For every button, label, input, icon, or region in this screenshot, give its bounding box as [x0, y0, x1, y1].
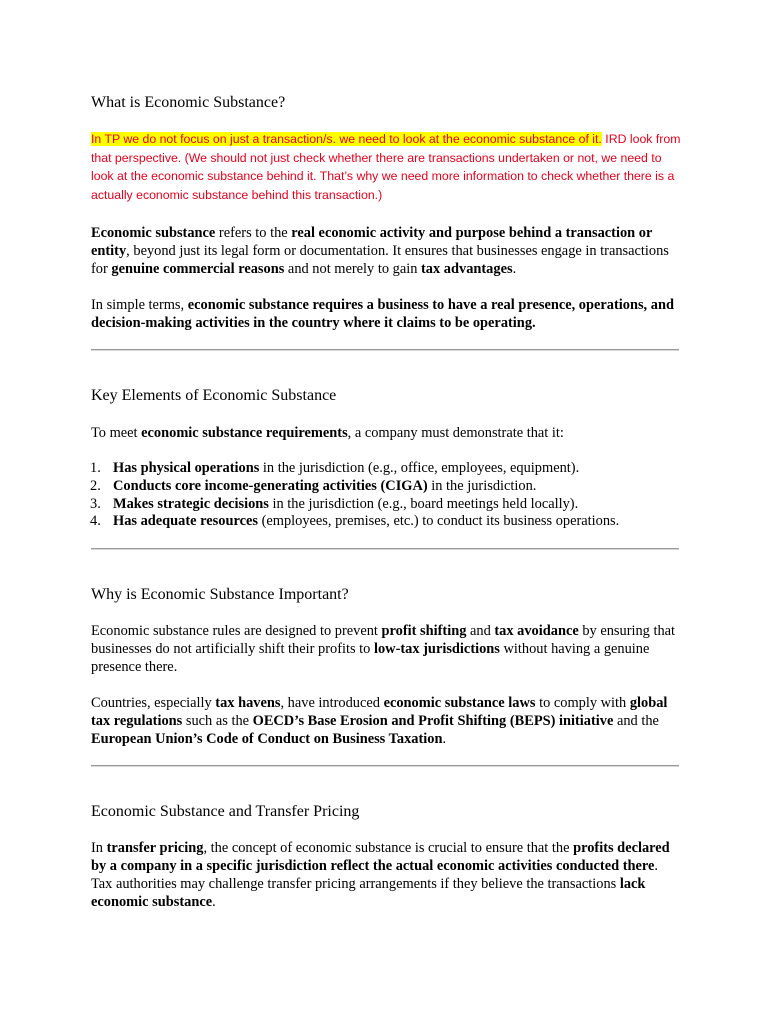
bold-term: tax havens [215, 695, 281, 711]
text-run: . [212, 894, 216, 910]
text-run: to comply with [535, 695, 630, 711]
text-run: without having a genuine presence there. [91, 641, 650, 675]
text-run: In simple terms, [91, 297, 188, 313]
text-run: Countries, especially [91, 695, 216, 711]
highlighted-note-text: In TP we do not focus on just a transaction/s. we need to look at the economic substance of it. [91, 132, 602, 146]
paragraph-rules-purpose [91, 622, 679, 676]
bold-term: profit shifting [381, 623, 467, 639]
text-run: in the jurisdiction (e.g., office, employees, equipment). [259, 460, 580, 476]
red-note [91, 130, 681, 204]
note-text: IRD look from that perspective. (We should not just check whether there are transactions undertaken or not, we need to look at the economic substance behind it. That’s why we need more information to check whether there is a actually economic substance behind this transaction.) [91, 132, 681, 202]
bold-term: global tax regulations [91, 695, 668, 729]
heading-why-important: Why is Economic Substance Important? [91, 586, 349, 603]
bold-term: Makes strategic decisions [113, 495, 269, 512]
bold-term: tax avoidance [494, 623, 579, 639]
list-number: 1. [90, 460, 101, 476]
horizontal-divider [91, 548, 679, 550]
text-run: such as the [182, 713, 253, 729]
paragraph-simple-terms [91, 296, 679, 332]
list-number: 3. [90, 495, 101, 512]
text-run: and the [613, 713, 659, 729]
text-run: refers to the [215, 225, 292, 241]
bold-term: OECD’s Base Erosion and Profit Shifting (BEPS) initiative [252, 713, 614, 729]
list-item [68, 513, 668, 531]
text-run: Economic substance rules are designed to prevent [91, 623, 382, 639]
text-run: , the concept of economic substance is crucial to ensure that the [203, 840, 574, 856]
horizontal-divider [91, 765, 679, 767]
list-item [68, 496, 668, 514]
key-elements-list [68, 460, 668, 531]
bold-term: lack economic substance [91, 876, 646, 910]
text-run: and [466, 623, 495, 639]
bold-term: economic substance laws [383, 695, 536, 711]
text-run: , beyond just its legal form or documentation. It ensures that businesses engage in transactions for [91, 243, 669, 277]
bold-term: economic substance requirements [141, 425, 348, 441]
text-run: In [91, 840, 107, 856]
heading-what-is-economic-substance: What is Economic Substance? [91, 94, 286, 111]
heading-transfer-pricing: Economic Substance and Transfer Pricing [91, 803, 360, 820]
list-number: 4. [90, 513, 101, 530]
paragraph-tax-havens [91, 694, 679, 748]
bold-term: tax advantages [421, 261, 513, 277]
text-run: . [512, 261, 517, 277]
bold-term: low-tax jurisdictions [373, 641, 500, 657]
text-run: in the jurisdiction. [427, 477, 537, 494]
paragraph-transfer-pricing [91, 839, 679, 911]
bold-term: profits declared by a company in a specific jurisdiction reflect the actual economic activities conducted there [91, 840, 670, 874]
heading-key-elements: Key Elements of Economic Substance [91, 387, 337, 404]
text-run: To meet [91, 425, 142, 441]
bold-term: Has adequate resources [113, 513, 258, 530]
horizontal-divider [91, 349, 679, 351]
text-run: , a company must demonstrate that it: [347, 425, 564, 441]
text-run: (employees, premises, etc.) to conduct its business operations. [257, 513, 620, 530]
text-run: , have introduced [280, 695, 384, 711]
text-run: . Tax authorities may challenge transfer pricing arrangements if they believe the transactions [91, 858, 659, 892]
text-run: . [442, 731, 447, 747]
bold-term: Economic substance [91, 225, 216, 241]
list-number: 2. [90, 477, 101, 494]
list-item [68, 460, 668, 478]
text-run: in the jurisdiction (e.g., board meetings held locally). [268, 495, 579, 512]
bold-term: transfer pricing [106, 840, 204, 856]
bold-term: genuine commercial reasons [111, 261, 285, 277]
list-item [68, 478, 668, 496]
bold-term: real economic activity and purpose behind a transaction or entity [91, 225, 653, 259]
bold-term: European Union’s Code of Conduct on Business Taxation [91, 731, 443, 747]
paragraph-definition [91, 224, 679, 278]
bold-term: Has physical operations [113, 460, 260, 476]
text-run: by ensuring that businesses do not artificially shift their profits to [91, 623, 676, 657]
bold-term: economic substance requires a business to have a real presence, operations, and decision-making activities in the country where it claims to be operating. [91, 297, 674, 331]
paragraph-requirements-intro [91, 424, 679, 442]
bold-term: Conducts core income-generating activities (CIGA) [113, 477, 428, 494]
text-run: and not merely to gain [284, 261, 422, 277]
